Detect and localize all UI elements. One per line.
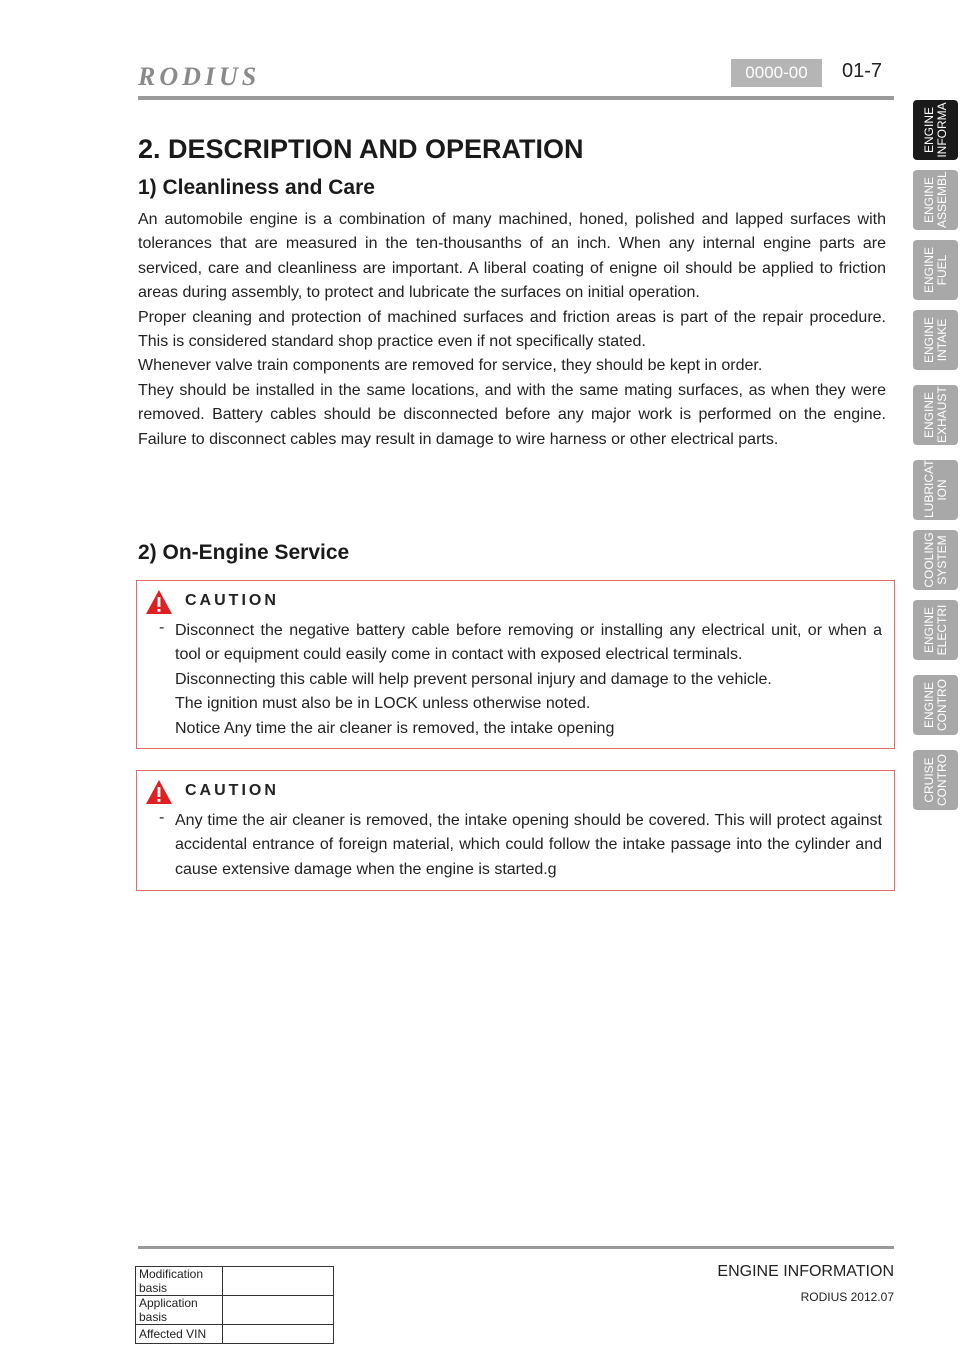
side-tab-label: COOLING SYSTEM [921,532,949,588]
side-tab-engine-exhaust[interactable] [913,385,958,445]
table-cell-label: Affected VIN [136,1325,223,1344]
side-tab-label: ENGINE EXHAUST [921,386,949,443]
table-row [136,1325,334,1344]
table-cell-value [223,1325,334,1344]
side-tab-label: LUBRICAT ION [921,459,949,518]
section-heading-cleanliness: 1) Cleanliness and Care [138,176,375,199]
side-tab-cruise-control[interactable] [913,750,958,810]
side-tab-label: ENGINE FUEL [921,247,949,294]
caution-line: Disconnecting this cable will help prevent personal injury and damage to the vehicle. [175,670,772,688]
caution-title: CAUTION [185,782,279,799]
side-tab-label: ENGINE ASSEMBL [921,171,949,228]
table-row [136,1296,334,1325]
caution-box [136,770,895,891]
bullet-dash: - [159,809,165,826]
page-number: 01-7 [842,60,883,82]
footer-edition: RODIUS 2012.07 [800,1290,894,1304]
side-tab-engine-intake[interactable] [913,310,958,370]
side-tab-engine-fuel[interactable] [913,240,958,300]
bullet-dash: - [159,619,165,636]
caution-text [175,809,882,882]
paragraph: Proper cleaning and protection of machined surfaces and friction areas is part of the repair procedure. This is considered standard shop practice even if not specifically stated. [138,308,886,351]
warning-triangle-icon [145,589,173,615]
table-cell-label: Modification basis [136,1267,223,1296]
side-tab-lubrication[interactable] [913,460,958,520]
caution-line: Disconnect the negative battery cable before removing or installing any electrical unit, or when a tool or equipment could easily come in contact with exposed electrical terminals. [175,622,882,664]
side-tab-label: ENGINE INTAKE [921,317,949,364]
side-tab-engine-control[interactable] [913,675,958,735]
side-tab-label: CRUISE CONTRO [921,754,949,806]
header-divider [138,96,894,100]
side-tab-engine-information[interactable] [913,100,958,160]
caution-line: Any time the air cleaner is removed, the intake opening should be covered. This will protect against accidental entrance of foreign material, which could follow the intake passage into the cylinder and cause extensive damage when the engine is started.g [175,812,882,878]
paragraph: They should be installed in the same locations, and with the same mating surfaces, as when they were removed. Battery cables should be disconnected before any major work is performed on the engine. Failure to disconnect cables may result in damage to wire harness or other electrical parts. [138,381,886,448]
footer-divider [138,1246,894,1249]
footer-section-name: ENGINE INFORMATION [717,1263,894,1280]
section-body-cleanliness [138,208,886,452]
table-cell-label: Application basis [136,1296,223,1325]
caution-line: Notice Any time the air cleaner is removed, the intake opening [175,719,615,737]
side-tab-engine-assembly[interactable] [913,170,958,230]
paragraph: An automobile engine is a combination of many machined, honed, polished and lapped surfaces with tolerances that are measured in the ten-thousanths of an inch. When any internal engine parts are serviced, care and cleanliness are important. A liberal coating of enigne oil should be applied to friction areas during assembly, to protect and lubricate the surfaces on initial operation. [138,211,886,302]
paragraph: Whenever valve train components are removed for service, they should be kept in order. [138,357,763,375]
caution-text [175,619,882,741]
section-code-badge: 0000-00 [731,59,822,87]
side-tab-label: ENGINE INFORMA [921,102,949,158]
section-heading-on-engine-service: 2) On-Engine Service [138,541,350,564]
caution-title: CAUTION [185,592,279,609]
table-cell-value [223,1296,334,1325]
modification-table [135,1266,334,1344]
side-tab-label: ENGINE CONTRO [921,679,949,731]
side-tab-cooling-system[interactable] [913,530,958,590]
side-tab-engine-electrical[interactable] [913,600,958,660]
side-tab-label: ENGINE ELECTRI [921,604,949,656]
table-row [136,1267,334,1296]
brand-logo: RODIUS [138,62,261,91]
caution-line: The ignition must also be in LOCK unless otherwise noted. [175,695,591,713]
page-title: 2. DESCRIPTION AND OPERATION [138,134,584,164]
table-cell-value [223,1267,334,1296]
caution-box [136,580,895,749]
warning-triangle-icon [145,779,173,805]
